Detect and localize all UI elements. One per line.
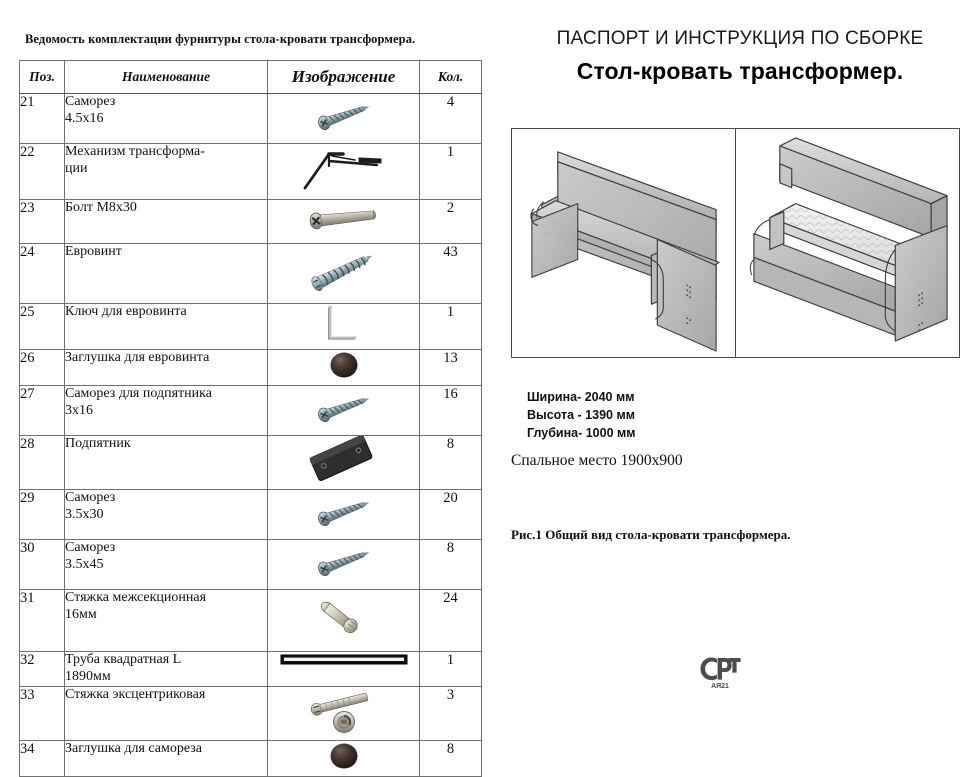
allen-key-icon	[324, 304, 364, 344]
screw-selftapping-icon	[307, 540, 381, 584]
parts-table-body	[20, 94, 482, 777]
bolt-icon	[304, 200, 384, 238]
table-row	[20, 144, 482, 200]
cell-name-line: Саморез	[65, 540, 116, 555]
cell-name-line: Болт M8x30	[65, 200, 137, 215]
rst-certification-mark	[697, 653, 743, 693]
column-header-image-label: Изображение	[291, 67, 396, 86]
cell-image	[268, 740, 420, 776]
table-row	[20, 436, 482, 490]
bed-mode-illustration	[736, 129, 959, 357]
cell-quantity: 24	[420, 590, 482, 652]
parts-list-panel	[0, 0, 500, 757]
passport-heading: ПАСПОРТ И ИНСТРУКЦИЯ ПО СБОРКЕ	[556, 28, 924, 49]
cell-position: 21	[20, 94, 65, 144]
cell-name-line: Механизм трансформа-	[65, 144, 205, 159]
cell-image	[268, 386, 420, 436]
cell-image	[268, 652, 420, 687]
cell-position: 24	[20, 244, 65, 304]
cell-name-line: ции	[65, 160, 88, 176]
cell-quantity: 1	[420, 652, 482, 687]
dimension-width: Ширина- 2040 мм	[527, 390, 635, 404]
dimension-depth: Глубина- 1000 мм	[527, 426, 636, 441]
table-row	[20, 200, 482, 244]
cell-image	[268, 350, 420, 386]
screw-selftapping-icon	[307, 490, 381, 534]
transform-mechanism-icon	[299, 144, 389, 194]
cell-name	[65, 244, 268, 304]
screw-selftapping-icon	[307, 386, 381, 430]
cell-position: 34	[20, 740, 65, 776]
cell-quantity: 13	[420, 350, 482, 386]
column-header-name	[65, 61, 268, 94]
product-title: Стол-кровать трансформер.	[576, 58, 904, 84]
cell-image	[268, 540, 420, 590]
cell-position: 31	[20, 590, 65, 652]
cell-quantity: 4	[420, 94, 482, 144]
column-header-position	[20, 61, 65, 94]
cell-name	[65, 686, 268, 740]
table-row	[20, 490, 482, 540]
square-tube-icon	[280, 652, 408, 668]
cell-name	[65, 740, 268, 776]
cell-position: 25	[20, 304, 65, 350]
column-header-quantity	[420, 61, 482, 94]
cell-quantity: 8	[420, 740, 482, 776]
table-row	[20, 590, 482, 652]
cell-quantity: 2	[420, 200, 482, 244]
page-title: Ведомость комплектации фурнитуры стола-кровати трансформера.	[25, 32, 416, 46]
cell-image	[268, 304, 420, 350]
cell-quantity: 1	[420, 144, 482, 200]
cell-name-line: Подпятник	[65, 436, 131, 451]
table-mode-illustration	[512, 129, 736, 357]
parts-table	[19, 60, 482, 777]
table-header-row	[20, 61, 482, 94]
cell-quantity: 8	[420, 436, 482, 490]
cell-image	[268, 200, 420, 244]
cell-quantity: 43	[420, 244, 482, 304]
cell-image	[268, 590, 420, 652]
cell-quantity: 20	[420, 490, 482, 540]
cell-name-line: Саморез	[65, 94, 116, 109]
cell-name-line: 3x16	[65, 402, 93, 418]
cell-name-line: Заглушка для евровинта	[65, 350, 210, 365]
cell-name-line: 16мм	[65, 606, 97, 622]
column-header-quantity-label: Кол.	[437, 69, 464, 84]
cell-position: 23	[20, 200, 65, 244]
table-row	[20, 94, 482, 144]
cell-image	[268, 144, 420, 200]
passport-panel	[500, 0, 980, 700]
cell-name-line: 4.5x16	[65, 110, 104, 126]
cell-position: 32	[20, 652, 65, 687]
cell-name	[65, 144, 268, 200]
cell-name	[65, 436, 268, 490]
cell-name	[65, 490, 268, 540]
cell-image	[268, 244, 420, 304]
cap-round-icon	[329, 741, 359, 771]
cell-name	[65, 304, 268, 350]
cell-name-line: Заглушка для самореза	[65, 740, 202, 756]
cell-name	[65, 590, 268, 652]
connector-bolt-icon	[318, 590, 370, 646]
table-row	[20, 350, 482, 386]
cell-name-line: Стяжка межсекционная	[65, 590, 207, 605]
cell-quantity: 16	[420, 386, 482, 436]
cell-name-line: Евровинт	[65, 244, 122, 259]
table-row	[20, 686, 482, 740]
sleeping-place-text: Спальное место 1900х900	[511, 452, 683, 469]
column-header-name-label: Наименование	[122, 69, 210, 84]
cell-name-line: Стяжка эксцентриковая	[65, 686, 206, 702]
cam-lock-icon	[308, 687, 380, 735]
cell-name	[65, 652, 268, 687]
cell-position: 33	[20, 686, 65, 740]
cell-quantity: 1	[420, 304, 482, 350]
cell-name-line: Саморез для подпятника	[65, 386, 212, 401]
cell-name-line: Труба квадратная L	[65, 652, 182, 667]
column-header-image	[268, 61, 420, 94]
table-row	[20, 386, 482, 436]
cell-position: 26	[20, 350, 65, 386]
cell-quantity: 8	[420, 540, 482, 590]
cell-name-line: 3.5x30	[65, 506, 104, 522]
cell-image	[268, 686, 420, 740]
figure-caption: Рис.1 Общий вид стола-кровати трансформера.	[511, 527, 791, 542]
table-row	[20, 652, 482, 687]
glide-pad-icon	[304, 436, 384, 484]
cell-name-line: Саморез	[65, 490, 116, 505]
column-header-position-label: Поз.	[29, 69, 55, 84]
cell-quantity: 3	[420, 686, 482, 740]
cell-position: 22	[20, 144, 65, 200]
cell-position: 27	[20, 386, 65, 436]
cell-name	[65, 386, 268, 436]
cell-name	[65, 350, 268, 386]
cell-name-line: Ключ для евровинта	[65, 304, 187, 319]
euroscrew-icon	[302, 244, 386, 298]
certification-code: АЯ21	[711, 683, 729, 690]
table-row	[20, 540, 482, 590]
dimensions-block	[527, 388, 636, 442]
table-row	[20, 740, 482, 776]
cell-position: 30	[20, 540, 65, 590]
cell-name	[65, 94, 268, 144]
dimension-height: Высота - 1390 мм	[527, 408, 635, 423]
cell-name-line: 1890мм	[65, 668, 111, 684]
cell-image	[268, 490, 420, 540]
figure-frame	[511, 128, 960, 358]
cell-position: 28	[20, 436, 65, 490]
cell-name-line: 3.5x45	[65, 556, 104, 572]
cell-image	[268, 436, 420, 490]
cell-name	[65, 540, 268, 590]
cell-name	[65, 200, 268, 244]
table-row	[20, 244, 482, 304]
table-row	[20, 304, 482, 350]
cap-round-icon	[329, 350, 359, 380]
cell-image	[268, 94, 420, 144]
cell-position: 29	[20, 490, 65, 540]
screw-selftapping-icon	[307, 94, 381, 138]
